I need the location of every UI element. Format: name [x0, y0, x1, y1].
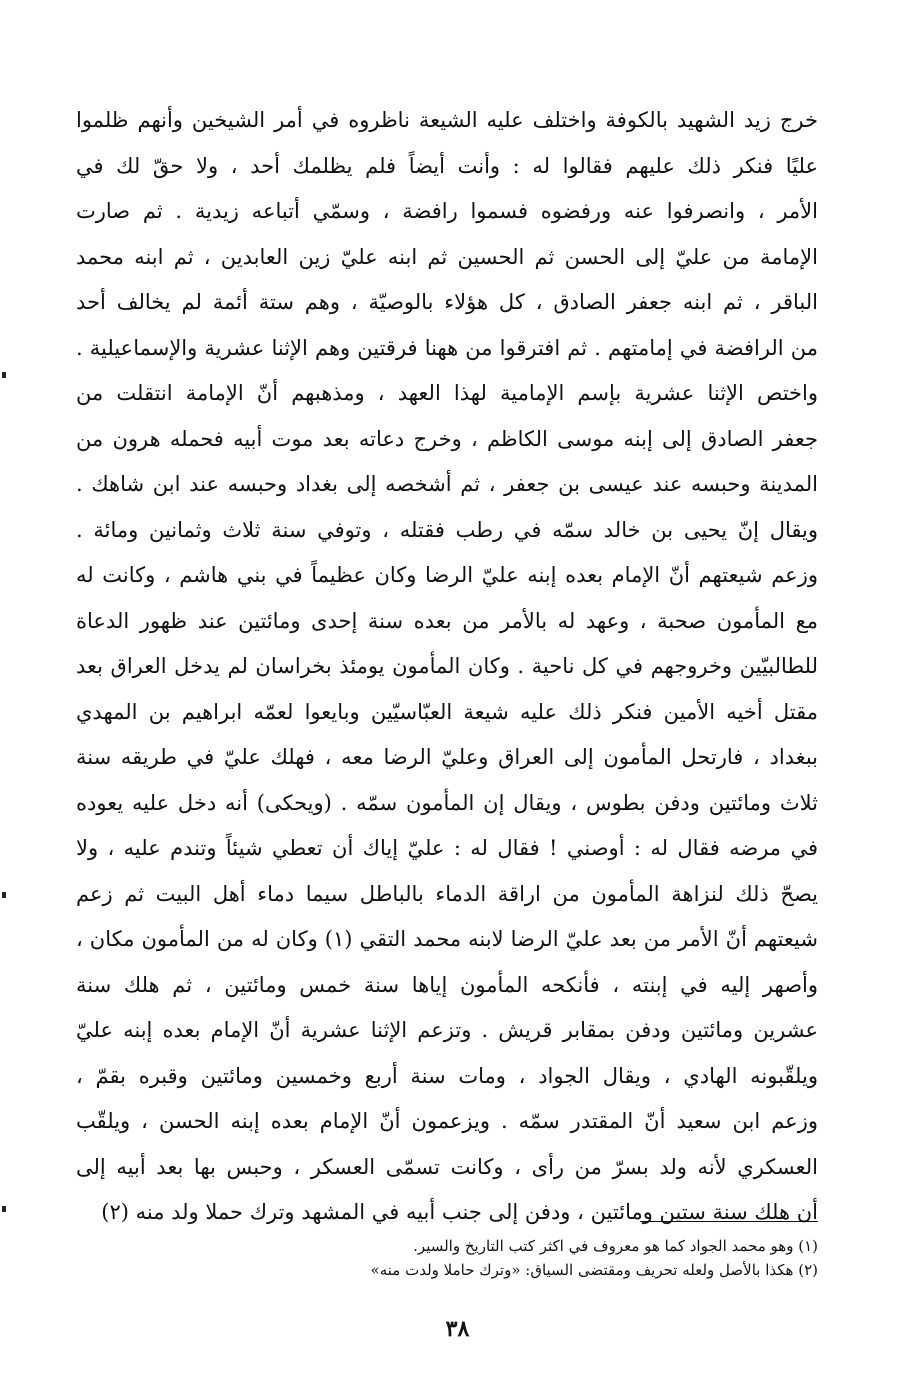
text-line: عليًا فنكر ذلك عليهم فقالوا له : وأنت أيضاً فلم يظلمك أحد ، ولا حقّ لك في — [76, 153, 818, 178]
footnote-separator — [640, 1221, 818, 1222]
text-line: أن هلك سنة ستين ومائتين ، ودفن إلى جنب أبيه في المشهد وترك حملا ولد منه (٢) — [101, 1200, 818, 1224]
page-number: ٣٨ — [445, 1316, 470, 1342]
text-line: ببغداد ، فارتحل المأمون إلى العراق وعليّ الرضا معه ، فهلك عليّ في طريقه سنة — [76, 745, 818, 769]
text-line: وزعم ابن سعيد أنّ المقتدر سمّه . ويزعمون أنّ الإمام بعده إبنه الحسن ، ويلقّب — [76, 1109, 818, 1133]
text-line: وأصهر إليه في إبنته ، فأنكحه المأمون إياها سنة خمس ومائتين ، ثم هلك سنة — [76, 972, 818, 997]
text-line: عشرين ومائتين ودفن بمقابر قريش . وتزعم الإثنا عشرية أنّ الإمام بعده إبنه عليّ — [76, 1018, 818, 1042]
text-line: الإمامة من عليّ إلى الحسن ثم الحسين ثم ابنه عليّ زين العابدين ، ثم ابنه محمد — [76, 244, 818, 269]
text-line: خرج زيد الشهيد بالكوفة واختلف عليه الشيعة ناظروه في أمر الشيخين وأنهم ظلموا — [76, 108, 818, 132]
text-line: من الرافضة في إمامتهم . ثم افترقوا من ههنا فرقتين وهم الإثنا عشرية والإسماعيلية . — [76, 335, 818, 360]
text-line: ثلاث ومائتين ودفن بطوس ، ويقال إن المأمون سمّه . (ويحكى) أنه دخل عليه يعوده — [76, 790, 818, 815]
footnote: (١) وهو محمد الجواد كما هو معروف في اكثر كتب التاريخ والسير. — [413, 1237, 818, 1255]
text-line: شيعتهم أنّ الأمر من بعد عليّ الرضا لابنه محمد التقي (١) وكان له من المأمون مكان ، — [76, 927, 818, 951]
text-line: مقتل أخيه الأمين فنكر ذلك عليه شيعة العبّاسيّين وبايعوا لعمّه ابراهيم بن المهدي — [76, 699, 818, 724]
text-line: العسكري لأنه ولد بسرّ من رأى ، وكانت تسمّى العسكر ، وحبس بها بعد أبيه إلى — [76, 1154, 818, 1179]
text-line: في مرضه فقال له : أوصني ! فقال له : عليّ إياك أن تعطي شيئاً وتندم عليه ، ولا — [76, 836, 818, 860]
text-line: مع المأمون صحبة ، وعهد له بالأمر من بعده سنة إحدى ومائتين عند ظهور الدعاة — [76, 608, 818, 633]
text-line: واختص الإثنا عشرية بإسم الإمامية لهذا العهد ، ومذهبهم أنّ الإمامة انتقلت من — [76, 381, 818, 405]
text-line: جعفر الصادق إلى إبنه موسى الكاظم ، وخرج دعاته بعد موت أبيه فحمله هرون من — [76, 426, 818, 451]
text-line: الباقر ، ثم ابنه جعفر الصادق ، كل هؤلاء بالوصيّة ، وهم ستة أئمة لم يخالف أحد — [76, 290, 818, 314]
scan-edge-mark — [2, 892, 6, 898]
main-text-block — [76, 98, 818, 1236]
text-line: للطالبيّين وخروجهم في كل ناحية . وكان المأمون يومئذ بخراسان لم يدخل العراق بعد — [76, 654, 818, 678]
scan-edge-mark — [2, 372, 6, 378]
footnote: (٢) هكذا بالأصل ولعله تحريف ومقتضى السياق: «وترك حاملا ولدت منه» — [370, 1261, 818, 1279]
text-line: المدينة وحبسه عند عيسى بن جعفر ، ثم أشخصه إلى بغداد وحبسه عند ابن شاهك . — [76, 472, 818, 496]
text-line: ويقال إنّ يحيى بن خالد سمّه في رطب فقتله ، وتوفي سنة ثلاث وثمانين ومائة . — [76, 517, 818, 542]
text-line: الأمر ، وانصرفوا عنه ورفضوه فسموا رافضة ، وسمّي أتباعه زيدية . ثم صارت — [76, 199, 818, 223]
text-line: ويلقّبونه الهادي ، ويقال الجواد ، ومات سنة أربع وخمسين ومائتين وقبره بقمّ ، — [76, 1063, 818, 1088]
text-line: يصحّ ذلك لنزاهة المأمون من اراقة الدماء بالباطل سيما دماء أهل البيت ثم زعم — [76, 881, 818, 906]
text-line: وزعم شيعتهم أنّ الإمام بعده إبنه عليّ الرضا وكان عظيماً في بني هاشم ، وكانت له — [76, 563, 818, 587]
scan-edge-mark — [2, 1206, 6, 1212]
footnotes-block — [300, 1234, 818, 1282]
